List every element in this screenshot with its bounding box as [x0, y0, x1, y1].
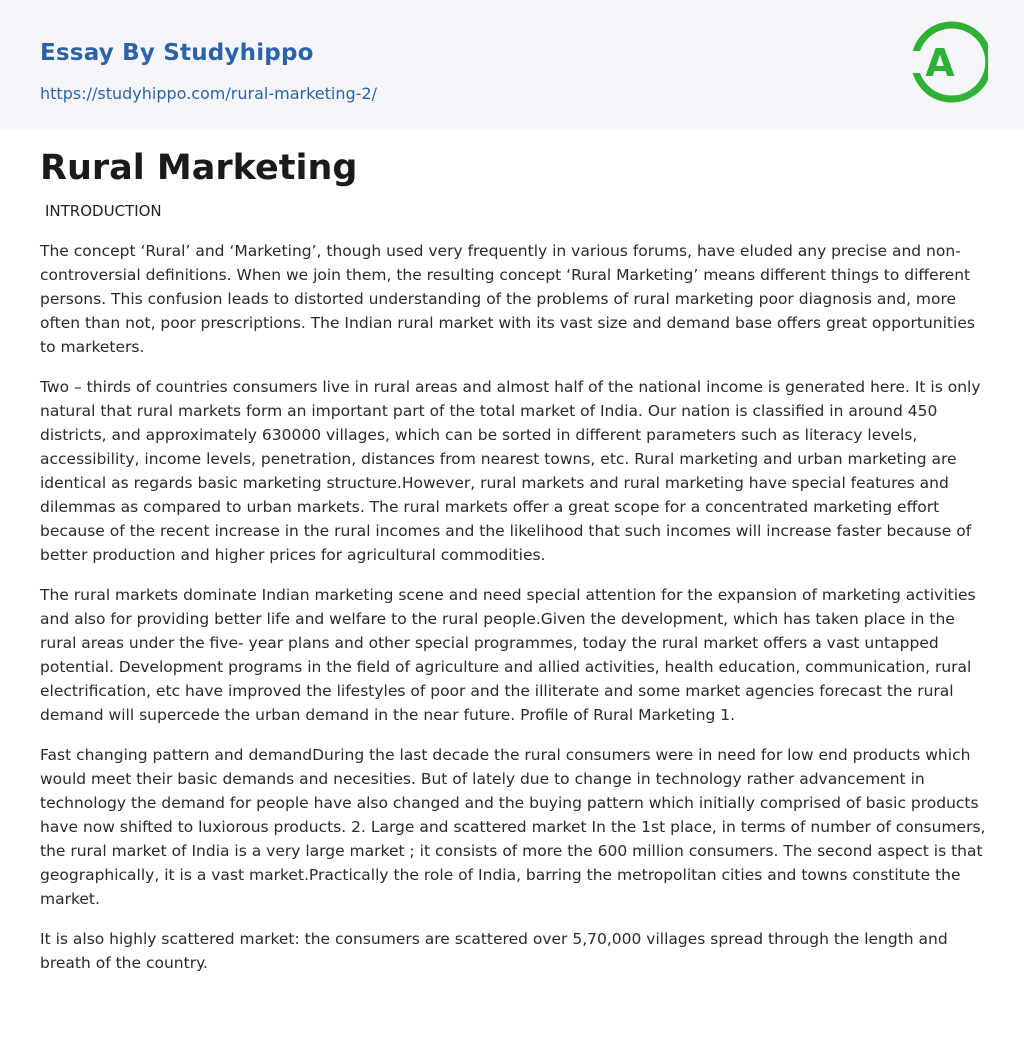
logo-letter: A	[925, 41, 955, 85]
essay-paragraph: The concept ‘Rural’ and ‘Marketing’, though used very frequently in various forums, have eluded any precise and non- controversial definitions. When we join them, the resulting concept ‘Rural Marketing’ means different things to different persons. This confusion leads to distorted understanding of the problems of rural marketing poor diagnosis and, more often than not, poor prescriptions. The Indian rural market with its vast size and demand base offers great opportunities to marketers.	[40, 242, 975, 356]
studyhippo-logo-icon	[910, 18, 988, 106]
essay-paragraph: Fast changing pattern and demandDuring the last decade the rural consumers were in need for low end products which would meet their basic demands and necesities. But of lately due to change in technology rather advancement in technology the demand for people have also changed and the buying pattern which initially comprised of basic products have now shifted to luxiorous products. 2. Large and scattered market In the 1st place, in terms of number of consumers, the rural market of India is a very large market ; it consists of more the 600 million consumers. The second aspect is that geographically, it is a vast market.Practically the role of India, barring the metropolitan cities and towns constitute the market.	[40, 746, 986, 908]
essay-paragraph: It is also highly scattered market: the consumers are scattered over 5,70,000 villages spread through the length and breath of the country.	[40, 930, 948, 972]
essay-title: Rural Marketing	[40, 148, 358, 188]
essay-content	[40, 148, 988, 975]
section-heading-introduction: INTRODUCTION	[45, 202, 162, 220]
essay-paragraph: The rural markets dominate Indian marketing scene and need special attention for the expansion of marketing activities and also for providing better life and welfare to the rural people.Given the development, which has taken place in the rural areas under the five- year plans and other special programmes, today the rural market offers a vast untapped potential. Development programs in the field of agriculture and allied activities, health education, communication, rural electrification, etc have improved the lifestyles of poor and the illiterate and some market agencies forecast the rural demand will supercede the urban demand in the near future. Profile of Rural Marketing 1.	[40, 586, 976, 724]
site-title: Essay By Studyhippo	[40, 40, 314, 66]
essay-paragraph: Two – thirds of countries consumers live in rural areas and almost half of the national income is generated here. It is only natural that rural markets form an important part of the total market of India. Our nation is classified in around 450 districts, and approximately 630000 villages, which can be sorted in different parameters such as literacy levels, accessibility, income levels, penetration, distances from nearest towns, etc. Rural marketing and urban marketing are identical as regards basic marketing structure.However, rural markets and rural marketing have special features and dilemmas as compared to urban markets. The rural markets offer a great scope for a concentrated marketing effort because of the recent increase in the rural incomes and the likelihood that such incomes will increase faster because of better production and higher prices for agricultural commodities.	[40, 378, 981, 564]
header-banner	[0, 0, 1024, 129]
source-url-link[interactable]: https://studyhippo.com/rural-marketing-2/	[40, 84, 377, 103]
